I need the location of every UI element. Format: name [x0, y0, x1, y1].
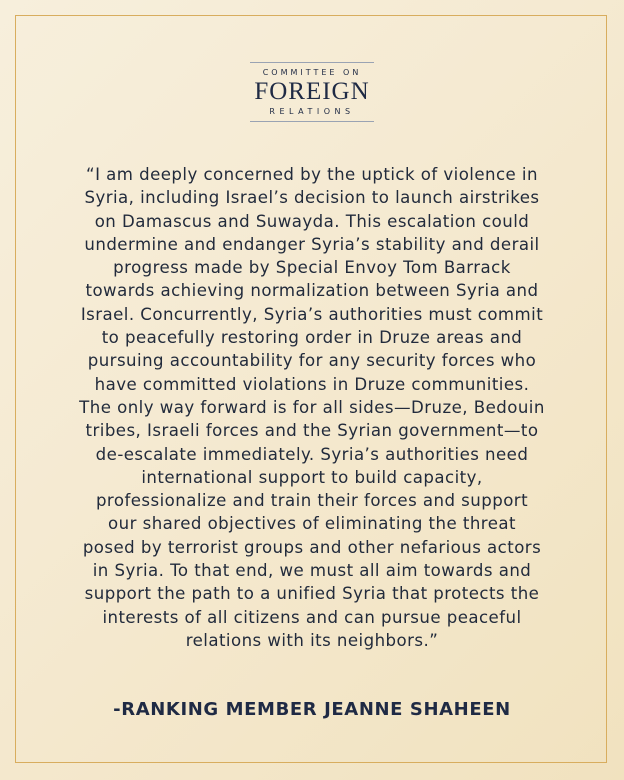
committee-logo — [250, 62, 374, 122]
logo-relations: RELATIONS — [269, 107, 355, 116]
quote-line: tribes, Israeli forces and the Syrian government—to — [85, 421, 539, 441]
quote-line: de-escalate immediately. Syria’s authorities need — [95, 444, 529, 464]
attribution: -RANKING MEMBER JEANNE SHAHEEN — [113, 699, 511, 720]
quote-line: interests of all citizens and can pursue peaceful — [102, 607, 522, 627]
quote-line: posed by terrorist groups and other nefarious actors — [82, 537, 542, 557]
quote-line: our shared objectives of eliminating the threat — [108, 514, 516, 534]
logo-top-rule — [250, 62, 374, 63]
quote-line: professionalize and train their forces and support — [95, 491, 529, 511]
logo-bottom-rule — [250, 121, 374, 122]
quote-line: on Damascus and Suwayda. This escalation could — [94, 211, 530, 231]
quote-line: relations with its neighbors.” — [185, 630, 439, 650]
quote-line: international support to build capacity, — [141, 467, 483, 487]
statement-quote — [44, 163, 580, 652]
quote-line: in Syria. To that end, we must all aim towards and — [92, 561, 532, 581]
quote-line: pursuing accountability for any security forces who — [87, 351, 537, 371]
quote-line: The only way forward is for all sides—Druze, Bedouin — [79, 397, 545, 417]
quote-line: undermine and endanger Syria’s stability and derail — [84, 234, 540, 254]
quote-line: “I am deeply concerned by the uptick of violence in — [86, 165, 538, 184]
quote-line: to peacefully restoring order in Druze areas and — [101, 328, 523, 348]
quote-line: towards achieving normalization between Syria and — [85, 281, 539, 301]
quote-line: support the path to a unified Syria that protects the — [84, 584, 540, 604]
quote-line: Israel. Concurrently, Syria’s authorities must commit — [80, 304, 544, 324]
quote-line: Syria, including Israel’s decision to launch airstrikes — [84, 188, 540, 208]
logo-committee-on: COMMITTEE ON — [262, 68, 362, 77]
logo-foreign: FOREIGN — [254, 78, 370, 105]
quote-line: have committed violations in Druze communities. — [94, 374, 530, 394]
quote-line: progress made by Special Envoy Tom Barrack — [113, 258, 511, 278]
